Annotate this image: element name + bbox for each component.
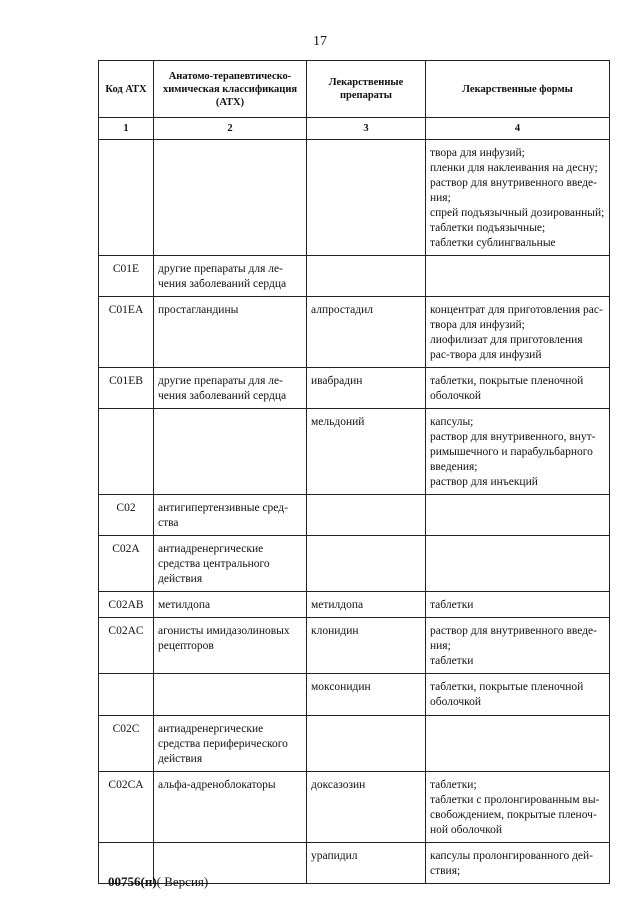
table-row <box>99 674 610 716</box>
atx-classification-cell: агонисты имидазолиновых рецепторов <box>154 618 307 674</box>
dosage-form-item: раствор для внутривенного введе-ния; <box>430 177 597 204</box>
atx-code-cell: C02 <box>99 495 154 536</box>
dosage-form-item: пленки для наклеивания на десну; <box>430 162 598 174</box>
dosage-forms-cell <box>426 674 610 716</box>
table-row <box>99 536 610 592</box>
column-number-1: 1 <box>99 118 154 140</box>
atx-code-cell: C01EA <box>99 297 154 368</box>
dosage-forms-cell <box>426 618 610 674</box>
atx-code-cell <box>99 674 154 716</box>
atx-classification-cell: простагландины <box>154 297 307 368</box>
header-atc-classification: Анатомо-терапевтическо-химическая классификация (АТХ) <box>154 61 307 118</box>
header-code: Код АТХ <box>99 61 154 118</box>
column-number-row <box>99 118 610 140</box>
dosage-forms-cell <box>426 495 610 536</box>
atx-classification-cell <box>154 409 307 495</box>
atx-classification-cell <box>154 140 307 256</box>
drug-cell <box>307 716 426 772</box>
drug-cell: мельдоний <box>307 409 426 495</box>
dosage-form-item: концентрат для приготовления рас-твора для инфузий; <box>430 304 603 331</box>
drug-cell: урапидил <box>307 843 426 884</box>
dosage-form-item: таблетки, покрытые пленочной оболочкой <box>430 375 584 402</box>
dosage-forms-cell <box>426 409 610 495</box>
table-row <box>99 409 610 495</box>
atx-classification-cell <box>154 674 307 716</box>
footer <box>108 874 208 890</box>
column-number-4: 4 <box>426 118 610 140</box>
drug-cell <box>307 495 426 536</box>
atx-code-cell: C02AC <box>99 618 154 674</box>
column-number-2: 2 <box>154 118 307 140</box>
header-row <box>99 61 610 118</box>
dosage-forms-cell <box>426 536 610 592</box>
dosage-form-item: таблетки с пролонгированным вы-свобождением, покрытые пленоч-ной оболочкой <box>430 794 600 836</box>
atx-code-cell: C02CA <box>99 772 154 843</box>
drug-cell: метилдопа <box>307 592 426 618</box>
atx-code-cell: C02AB <box>99 592 154 618</box>
atx-code-cell <box>99 140 154 256</box>
atx-classification-cell: антиадренергические средства центрального действия <box>154 536 307 592</box>
dosage-form-item: раствор для внутривенного введе-ния; <box>430 625 597 652</box>
dosage-form-item: таблетки; <box>430 779 477 791</box>
atx-code-cell: C01E <box>99 256 154 297</box>
table-row <box>99 592 610 618</box>
atx-classification-cell: другие препараты для ле-чения заболеваний сердца <box>154 368 307 409</box>
atx-classification-cell: антиадренергические средства периферического действия <box>154 716 307 772</box>
table-row <box>99 256 610 297</box>
dosage-form-item: таблетки, покрытые пленочной оболочкой <box>430 681 584 708</box>
dosage-forms-cell <box>426 368 610 409</box>
atx-code-cell <box>99 409 154 495</box>
table-row <box>99 772 610 843</box>
dosage-form-item: таблетки <box>430 655 474 667</box>
drug-cell <box>307 536 426 592</box>
dosage-forms-cell <box>426 140 610 256</box>
page-number: 17 <box>313 34 327 49</box>
dosage-form-item: таблетки <box>430 599 474 611</box>
table-body <box>99 140 610 884</box>
dosage-form-item: твора для инфузий; <box>430 147 525 159</box>
dosage-form-item: спрей подъязычный дозированный; <box>430 207 605 219</box>
dosage-forms-cell <box>426 772 610 843</box>
dosage-forms-cell <box>426 592 610 618</box>
drug-cell: клонидин <box>307 618 426 674</box>
drug-cell: доксазозин <box>307 772 426 843</box>
header-dosage-forms: Лекарственные формы <box>426 61 610 118</box>
dosage-forms-cell <box>426 716 610 772</box>
atx-classification-cell: метилдопа <box>154 592 307 618</box>
atx-code-cell: C02C <box>99 716 154 772</box>
drug-cell: ивабрадин <box>307 368 426 409</box>
dosage-form-item: раствор для инъекций <box>430 476 538 488</box>
atx-code-cell: C02A <box>99 536 154 592</box>
drug-cell: моксонидин <box>307 674 426 716</box>
document-number: 00756(п) <box>108 874 157 889</box>
atx-classification-cell: антигипертензивные сред-ства <box>154 495 307 536</box>
table-row <box>99 297 610 368</box>
atx-classification-cell: альфа-адреноблокаторы <box>154 772 307 843</box>
drug-cell <box>307 140 426 256</box>
table-row <box>99 716 610 772</box>
dosage-forms-cell <box>426 297 610 368</box>
atx-table <box>98 60 610 884</box>
dosage-forms-cell <box>426 843 610 884</box>
drug-cell <box>307 256 426 297</box>
drug-cell: алпростадил <box>307 297 426 368</box>
column-number-3: 3 <box>307 118 426 140</box>
dosage-form-item: раствор для внутривенного, внут-римышечного и парабульбарного введения; <box>430 431 596 473</box>
dosage-form-item: капсулы; <box>430 416 474 428</box>
dosage-form-item: капсулы пролонгированного дей-ствия; <box>430 850 594 877</box>
document-version: ( Версия) <box>156 874 209 889</box>
dosage-form-item: таблетки подъязычные; <box>430 222 546 234</box>
dosage-form-item: лиофилизат для приготовления рас-твора для инфузий <box>430 334 583 361</box>
atx-classification-cell: другие препараты для ле-чения заболеваний сердца <box>154 256 307 297</box>
table-row <box>99 618 610 674</box>
table-row <box>99 495 610 536</box>
atx-code-cell: C01EB <box>99 368 154 409</box>
dosage-form-item: таблетки сублингвальные <box>430 237 556 249</box>
dosage-forms-cell <box>426 256 610 297</box>
table-row <box>99 368 610 409</box>
header-drugs: Лекарственные препараты <box>307 61 426 118</box>
table-row <box>99 140 610 256</box>
